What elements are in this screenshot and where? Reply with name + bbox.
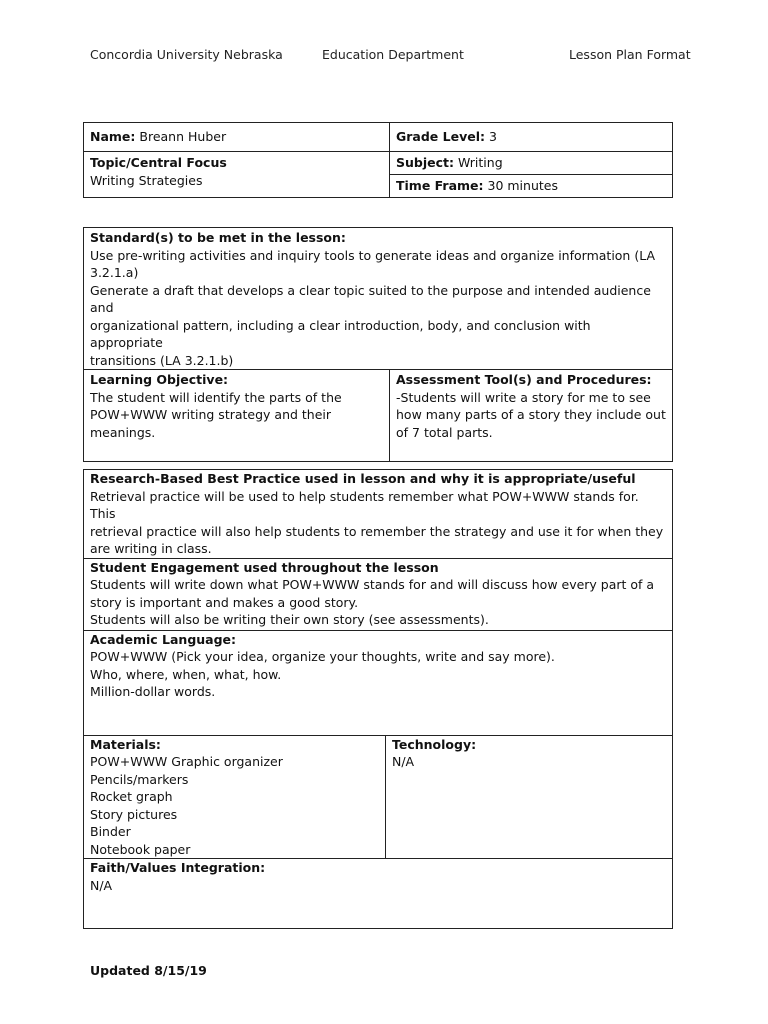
faith-values-label: Faith/Values Integration: xyxy=(90,860,266,875)
materials-cell xyxy=(84,735,386,859)
time-frame-cell xyxy=(390,175,673,198)
academic-language-cell xyxy=(84,630,673,735)
materials-label: Materials: xyxy=(90,736,161,752)
assessment-line: of 7 total parts. xyxy=(396,424,493,440)
name-label: Name: xyxy=(90,129,136,145)
standards-line: Generate a draft that develops a clear topic suited to the purpose and intended audience and xyxy=(90,282,651,315)
name-value: Breann Huber xyxy=(139,129,227,145)
assessment-cell xyxy=(390,370,673,462)
time-frame-label: Time Frame: xyxy=(396,178,484,194)
assessment-label: Assessment Tool(s) and Procedures: xyxy=(396,372,652,387)
materials-item: Story pictures xyxy=(90,806,178,822)
standards-line: 3.2.1.a) xyxy=(90,265,139,280)
learning-objective-label: Learning Objective: xyxy=(90,372,229,387)
faith-values-cell xyxy=(84,859,673,929)
research-practice-label: Research-Based Best Practice used in lesson and why it is appropriate/useful xyxy=(90,471,636,486)
research-practice-cell xyxy=(84,470,673,559)
header-document-type: Lesson Plan Format xyxy=(569,47,691,62)
time-frame-value: 30 minutes xyxy=(487,178,558,194)
header-department: Education Department xyxy=(322,47,464,62)
technology-cell xyxy=(386,735,673,859)
assessment-line: -Students will write a story for me to see xyxy=(396,389,651,405)
academic-language-line: Who, where, when, what, how. xyxy=(90,666,282,682)
subject-label: Subject: xyxy=(396,155,454,171)
topic-value: Writing Strategies xyxy=(90,172,203,188)
research-practice-line: Retrieval practice will be used to help students remember what POW+WWW stands for. This xyxy=(90,488,639,521)
student-engagement-line: Students will write down what POW+WWW stands for and will discuss how every part of a xyxy=(90,577,655,592)
research-practice-line: retrieval practice will also help students to remember the strategy and use it for when they xyxy=(90,523,664,539)
standards-line: transitions (LA 3.2.1.b) xyxy=(90,352,234,368)
research-practice-line: are writing in class. xyxy=(90,541,212,556)
learning-objective-line: The student will identify the parts of the xyxy=(90,389,342,405)
technology-label: Technology: xyxy=(392,736,477,752)
grade-cell xyxy=(390,123,673,152)
standards-line: Use pre-writing activities and inquiry tools to generate ideas and organize information (LA xyxy=(90,247,656,263)
technology-value: N/A xyxy=(392,754,415,769)
standards-table xyxy=(83,227,673,462)
standards-line: organizational pattern, including a clear introduction, body, and conclusion with appropriate xyxy=(90,317,591,350)
materials-item: Pencils/markers xyxy=(90,771,189,787)
student-engagement-line: Students will also be writing their own story (see assessments). xyxy=(90,612,489,627)
grade-value: 3 xyxy=(488,129,497,145)
academic-language-line: Million-dollar words. xyxy=(90,684,216,699)
name-cell xyxy=(84,123,390,152)
info-table xyxy=(83,122,673,198)
subject-value: Writing xyxy=(457,155,503,171)
materials-item: POW+WWW Graphic organizer xyxy=(90,754,283,769)
topic-label: Topic/Central Focus xyxy=(90,155,227,170)
grade-label: Grade Level: xyxy=(396,129,485,145)
learning-objective-line: POW+WWW writing strategy and their xyxy=(90,407,332,422)
academic-language-label: Academic Language: xyxy=(90,631,237,647)
materials-item: Rocket graph xyxy=(90,789,173,804)
practice-table xyxy=(83,469,673,929)
footer-updated-date: Updated 8/15/19 xyxy=(90,963,207,978)
learning-objective-line: meanings. xyxy=(90,424,156,440)
standards-cell xyxy=(84,228,673,370)
faith-values-value: N/A xyxy=(90,877,113,893)
materials-item: Notebook paper xyxy=(90,841,191,857)
header-institution: Concordia University Nebraska xyxy=(90,47,283,62)
topic-cell xyxy=(84,152,390,198)
student-engagement-label: Student Engagement used throughout the lesson xyxy=(90,559,439,575)
student-engagement-cell xyxy=(84,558,673,630)
academic-language-line: POW+WWW (Pick your idea, organize your thoughts, write and say more). xyxy=(90,649,555,664)
assessment-line: how many parts of a story they include out xyxy=(396,407,666,422)
standards-label: Standard(s) to be met in the lesson: xyxy=(90,230,346,245)
materials-item: Binder xyxy=(90,824,131,839)
student-engagement-line: story is important and makes a good story. xyxy=(90,594,359,610)
subject-cell xyxy=(390,152,673,175)
learning-objective-cell xyxy=(84,370,390,462)
